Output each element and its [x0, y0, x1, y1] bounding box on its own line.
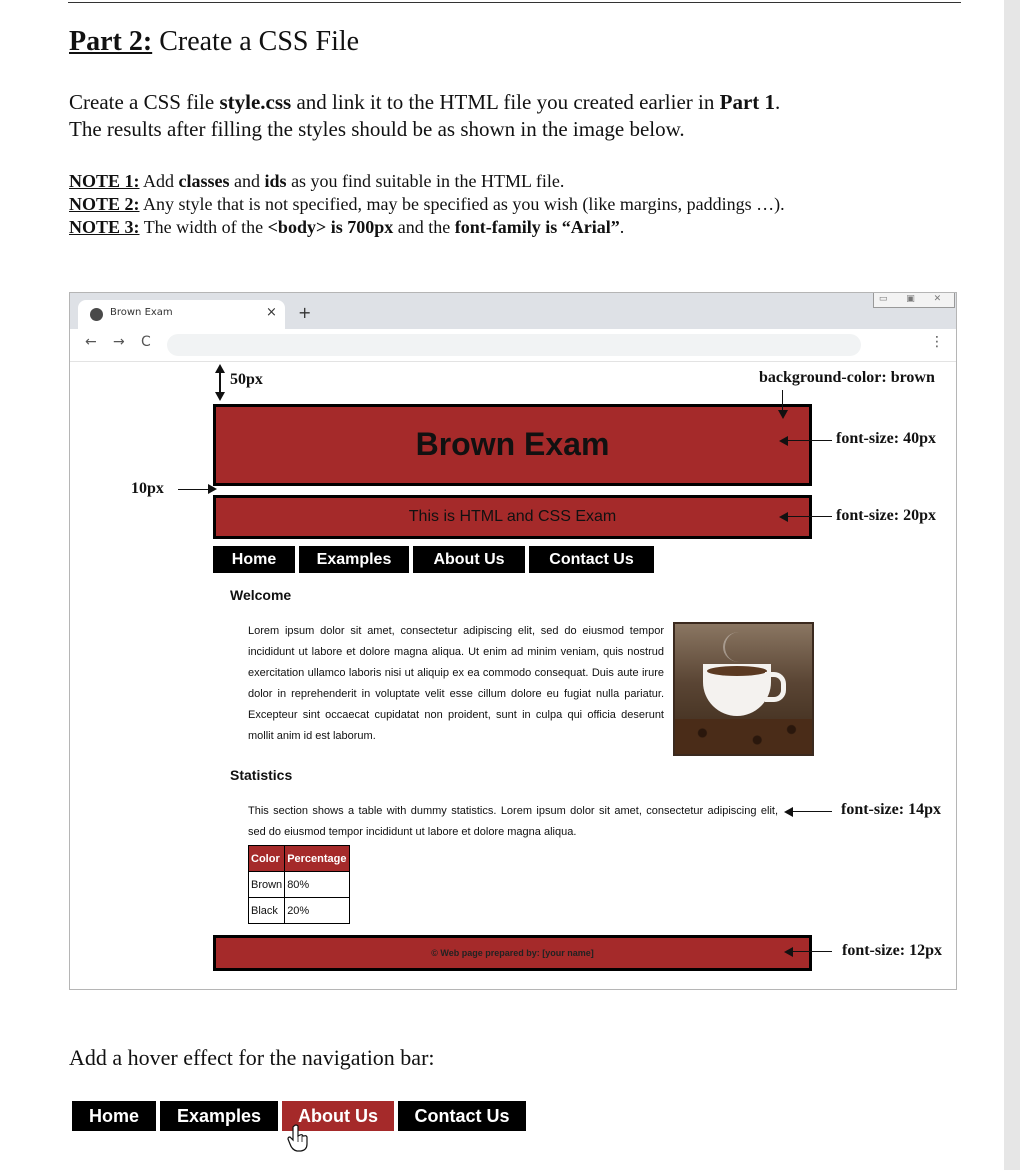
- note-text: and the: [393, 217, 455, 237]
- note-bold: <body> is 700px: [267, 217, 394, 237]
- stats-table: [248, 845, 350, 924]
- nav-examples[interactable]: Examples: [299, 546, 409, 573]
- stats-heading: Statistics: [230, 767, 293, 783]
- site-subheader: [213, 495, 812, 539]
- anno-50px: 50px: [230, 371, 263, 388]
- globe-icon: [90, 308, 103, 321]
- intro-paragraph: [69, 89, 780, 143]
- site-footer: [213, 935, 812, 971]
- note-label: NOTE 3:: [69, 217, 140, 237]
- hand-cursor-icon: [287, 1124, 309, 1152]
- note-bold: font-family is “Arial”: [454, 217, 620, 237]
- table-header: Color: [249, 846, 285, 872]
- hover-nav-examples[interactable]: Examples: [160, 1101, 278, 1131]
- anno-fs20: font-size: 20px: [836, 507, 936, 524]
- intro-line-2: The results after filling the styles should be as shown in the image below.: [69, 117, 685, 141]
- hover-nav-contact-us[interactable]: Contact Us: [398, 1101, 526, 1131]
- coffee-cup: [703, 664, 771, 716]
- browser-toolbar: [70, 329, 956, 362]
- table-cell: Black: [249, 898, 285, 924]
- hover-nav-home[interactable]: Home: [72, 1101, 156, 1131]
- footer-text: © Web page prepared by: [your name]: [431, 948, 594, 958]
- gap-line: [178, 489, 210, 490]
- reload-icon[interactable]: C: [141, 334, 151, 350]
- nav-home[interactable]: Home: [213, 546, 295, 573]
- doc-title-part: Part 2:: [69, 26, 153, 57]
- stats-text: This section shows a table with dummy statistics. Lorem ipsum dolor sit amet, consectetur adipiscing elit, sed do eiusmod tempor incididunt ut labore et dolore magna aliqua.: [248, 805, 778, 838]
- note-text: The width of the: [139, 217, 268, 237]
- nav-about-us[interactable]: About Us: [413, 546, 525, 573]
- fs14-line: [792, 811, 832, 812]
- hover-label: Add a hover effect for the navigation bar:: [69, 1045, 435, 1070]
- anno-fs14: font-size: 14px: [841, 801, 941, 818]
- arrow-right-icon: [208, 484, 217, 494]
- note-bold: ids: [264, 171, 287, 191]
- arrow-left-icon: [779, 512, 788, 522]
- note-text: Add: [139, 171, 179, 191]
- page-edge: [1004, 0, 1020, 1170]
- welcome-heading: Welcome: [230, 587, 292, 603]
- intro-text: Create a CSS file: [69, 90, 220, 114]
- intro-text: .: [775, 90, 781, 114]
- welcome-text: Lorem ipsum dolor sit amet, consectetur adipiscing elit, sed do eiusmod tempor incididunt ut labore et dolore magna aliqua. Ut enim ad minim veniam, quis nostrud exercitation ullamco laboris nisi ut aliquip ex ea commodo consequat. Duis aute irure dolor in reprehenderit in voluptate velit esse cillum dolore eu fugiat nulla pariatur. Excepteur sint occaecat cupidatat non proident, sunt in culpa qui officia deserunt mollit anim id est laborum.: [248, 625, 664, 742]
- table-header-row: [249, 846, 350, 872]
- note-text: .: [619, 217, 625, 237]
- arrow-left-icon: [784, 807, 793, 817]
- intro-text: and link it to the HTML file you created earlier in: [291, 90, 720, 114]
- note-text: as you find suitable in the HTML file.: [286, 171, 565, 191]
- table-cell: Brown: [249, 872, 285, 898]
- note-text: and: [229, 171, 265, 191]
- new-tab-icon[interactable]: +: [298, 303, 312, 322]
- table-cell: 20%: [285, 898, 349, 924]
- anno-background: background-color: brown: [759, 369, 935, 386]
- coffee-beans: [675, 719, 812, 754]
- table-header: Percentage: [285, 846, 349, 872]
- bg-line: [782, 390, 783, 412]
- arrow-down-icon: [215, 392, 225, 401]
- note-2: [69, 193, 785, 216]
- steam: [723, 632, 755, 662]
- table-row: [249, 872, 350, 898]
- window-controls[interactable]: ▭ ▣ ✕: [873, 293, 955, 308]
- anno-fs40: font-size: 40px: [836, 430, 936, 447]
- menu-icon[interactable]: ⋮: [930, 334, 944, 350]
- note-label: NOTE 1:: [69, 171, 140, 191]
- site-subtitle: This is HTML and CSS Exam: [408, 508, 617, 525]
- tab-bar: [70, 293, 956, 329]
- table-cell: 80%: [285, 872, 349, 898]
- intro-filename: style.css: [219, 90, 292, 114]
- tab-title: Brown Exam: [110, 307, 173, 318]
- margin-line: [219, 372, 221, 394]
- arrow-down-icon: [778, 410, 788, 419]
- anno-10px: 10px: [131, 480, 164, 497]
- fs20-line: [787, 516, 832, 517]
- note-text: Any style that is not specified, may be specified as you wish (like margins, paddings …).: [139, 194, 785, 214]
- forward-icon[interactable]: →: [113, 334, 125, 350]
- note-1: [69, 170, 785, 193]
- site-title: Brown Exam: [415, 426, 610, 462]
- table-row: [249, 898, 350, 924]
- arrow-up-icon: [215, 364, 225, 373]
- intro-line-1: [69, 89, 780, 116]
- anno-fs12: font-size: 12px: [842, 942, 942, 959]
- browser-tab[interactable]: [78, 300, 285, 329]
- arrow-left-icon: [784, 947, 793, 957]
- hover-nav-about-us[interactable]: About Us: [282, 1101, 394, 1131]
- top-rule: [68, 2, 961, 3]
- doc-title-rest: Create a CSS File: [152, 26, 360, 57]
- close-icon[interactable]: ×: [266, 305, 277, 320]
- doc-title: [69, 26, 359, 58]
- coffee-image: [673, 622, 814, 756]
- note-label: NOTE 2:: [69, 194, 140, 214]
- intro-part-ref: Part 1: [719, 90, 776, 114]
- nav-contact-us[interactable]: Contact Us: [529, 546, 654, 573]
- note-3: [69, 216, 785, 239]
- back-icon[interactable]: ←: [85, 334, 97, 350]
- address-bar[interactable]: [167, 334, 861, 356]
- site-header: [213, 404, 812, 486]
- cup-handle: [765, 672, 786, 702]
- fs12-line: [792, 951, 832, 952]
- note-bold: classes: [178, 171, 230, 191]
- notes: [69, 170, 785, 239]
- arrow-left-icon: [779, 436, 788, 446]
- fs40-line: [787, 440, 832, 441]
